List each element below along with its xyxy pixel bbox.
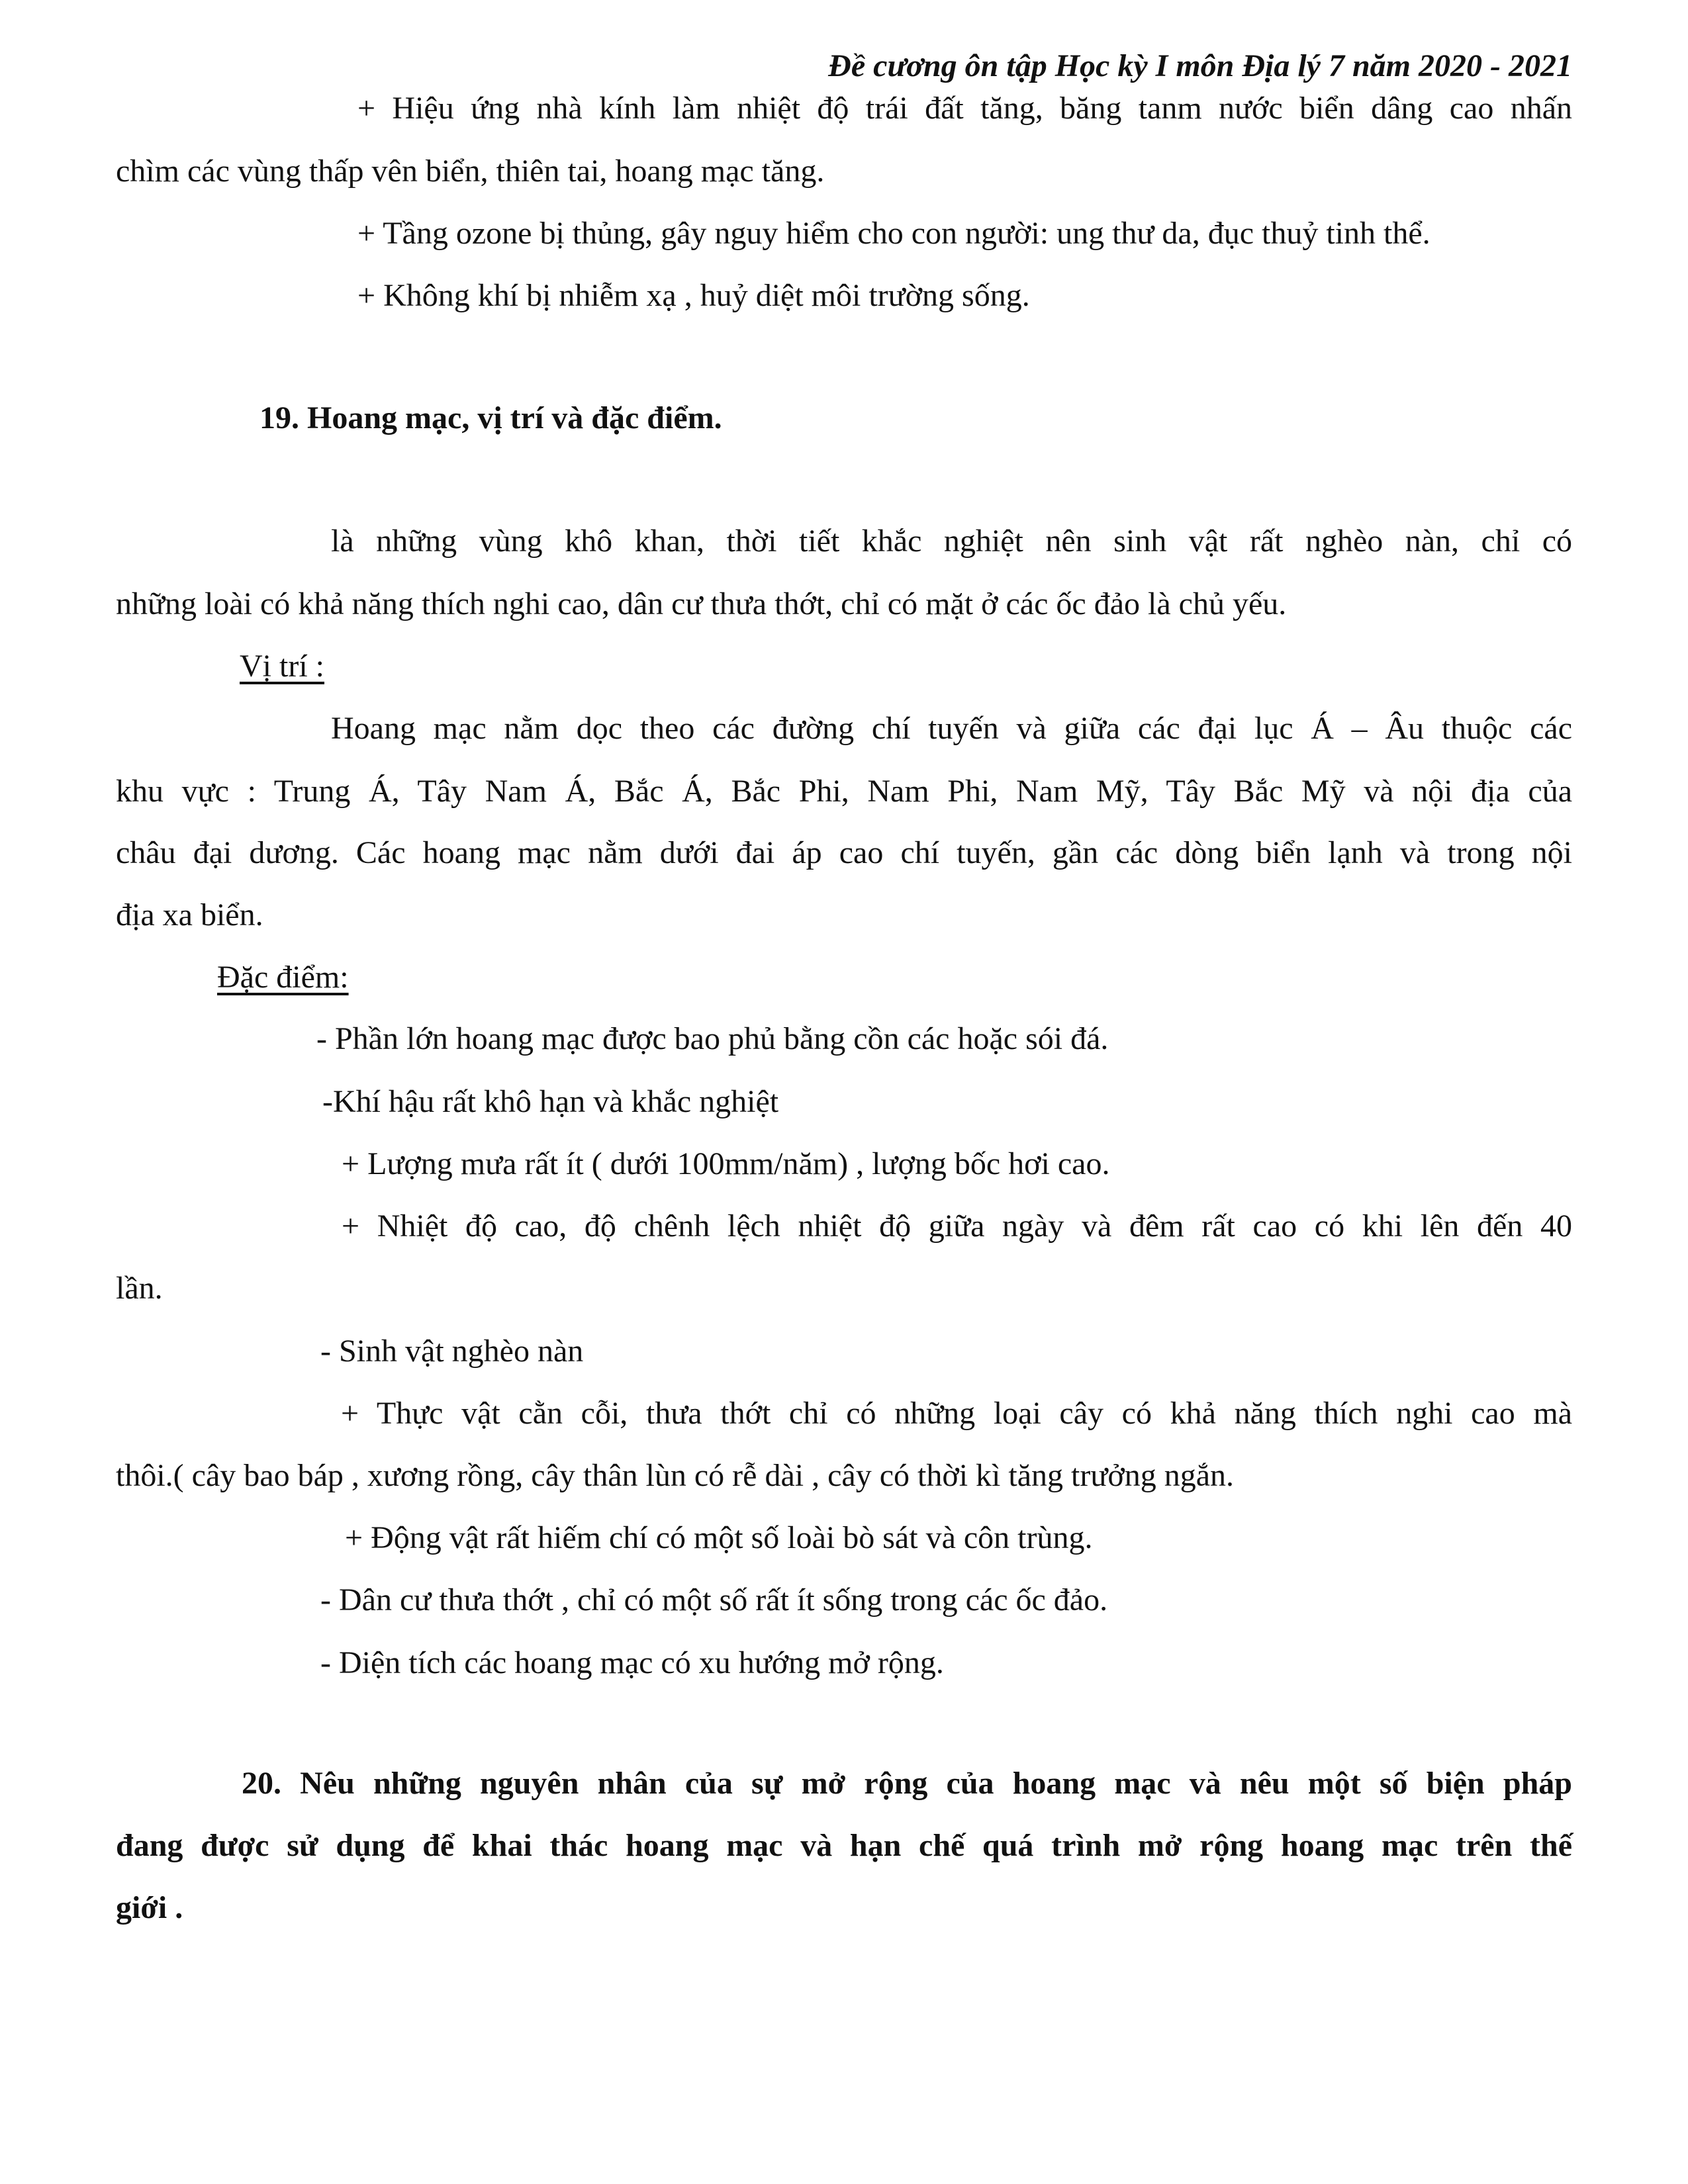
paragraph-ozone: + Tầng ozone bị thủng, gây nguy hiểm cho con người: ung thư da, đục thuỷ tinh thể. [357, 216, 1430, 251]
feature-temperature-line1: + Nhiệt độ cao, độ chênh lệch nhiệt độ giữa ngày và đêm rất cao có khi lên đến 40 [342, 1208, 1572, 1244]
feature-biota: - Sinh vật nghèo nàn [320, 1334, 584, 1369]
definition-line2: những loài có khả năng thích nghi cao, dân cư thưa thớt, chỉ có mặt ở các ốc đảo là chủ yếu. [116, 586, 1287, 621]
features-label: Đặc điểm: [217, 960, 349, 995]
paragraph-greenhouse-line1: + Hiệu ứng nhà kính làm nhiệt độ trái đất tăng, băng tanm nước biển dâng cao nhấn [357, 91, 1572, 126]
location-line2: khu vực : Trung Á, Tây Nam Á, Bắc Á, Bắc Phi, Nam Phi, Nam Mỹ, Tây Bắc Mỹ và nội địa của [116, 774, 1572, 809]
section-20-heading-line3: giới . [116, 1890, 183, 1925]
feature-plants-line1: + Thực vật cằn cỗi, thưa thớt chỉ có những loại cây có khả năng thích nghi cao mà [341, 1396, 1572, 1431]
feature-terrain: - Phần lớn hoang mạc được bao phủ bằng cồn các hoặc sói đá. [316, 1021, 1109, 1056]
section-20-heading-line2: đang được sử dụng để khai thác hoang mạc và hạn chế quá trình mở rộng hoang mạc trên thế [116, 1828, 1572, 1863]
section-20-heading-line1: 20. Nêu những nguyên nhân của sự mở rộng của hoang mạc và nêu một số biện pháp [242, 1766, 1572, 1801]
location-line3: châu đại dương. Các hoang mạc nằm dưới đai áp cao chí tuyến, gần các dòng biển lạnh và trong nội [116, 835, 1572, 870]
feature-climate: -Khí hậu rất khô hạn và khắc nghiệt [322, 1084, 779, 1119]
paragraph-greenhouse-line2: chìm các vùng thấp vên biển, thiên tai, hoang mạc tăng. [116, 154, 825, 189]
section-19-heading: 19. Hoang mạc, vị trí và đặc điểm. [259, 400, 722, 435]
feature-plants-line2: thôi.( cây bao báp , xương rồng, cây thân lùn có rễ dài , cây có thời kì tăng trưởng ngắn. [116, 1458, 1235, 1493]
feature-temperature-line2: lần. [116, 1271, 163, 1306]
definition-line1: là những vùng khô khan, thời tiết khắc nghiệt nên sinh vật rất nghèo nàn, chỉ có [331, 523, 1572, 559]
feature-animals: + Động vật rất hiếm chí có một số loài bò sát và côn trùng. [345, 1520, 1093, 1555]
feature-rainfall: + Lượng mưa rất ít ( dưới 100mm/năm) , lượng bốc hơi cao. [342, 1146, 1110, 1181]
feature-expansion: - Diện tích các hoang mạc có xu hướng mở rộng. [320, 1645, 944, 1680]
location-line4: địa xa biển. [116, 897, 263, 933]
page-header: Đề cương ôn tập Học kỳ I môn Địa lý 7 năm 2020 - 2021 [828, 48, 1572, 83]
paragraph-radiation: + Không khí bị nhiễm xạ , huỷ diệt môi trường sống. [357, 278, 1030, 313]
location-label: Vị trí : [240, 649, 324, 684]
location-line1: Hoang mạc nằm dọc theo các đường chí tuyến và giữa các đại lục Á – Âu thuộc các [331, 711, 1572, 746]
feature-population: - Dân cư thưa thớt , chỉ có một số rất ít sống trong các ốc đảo. [320, 1582, 1108, 1617]
